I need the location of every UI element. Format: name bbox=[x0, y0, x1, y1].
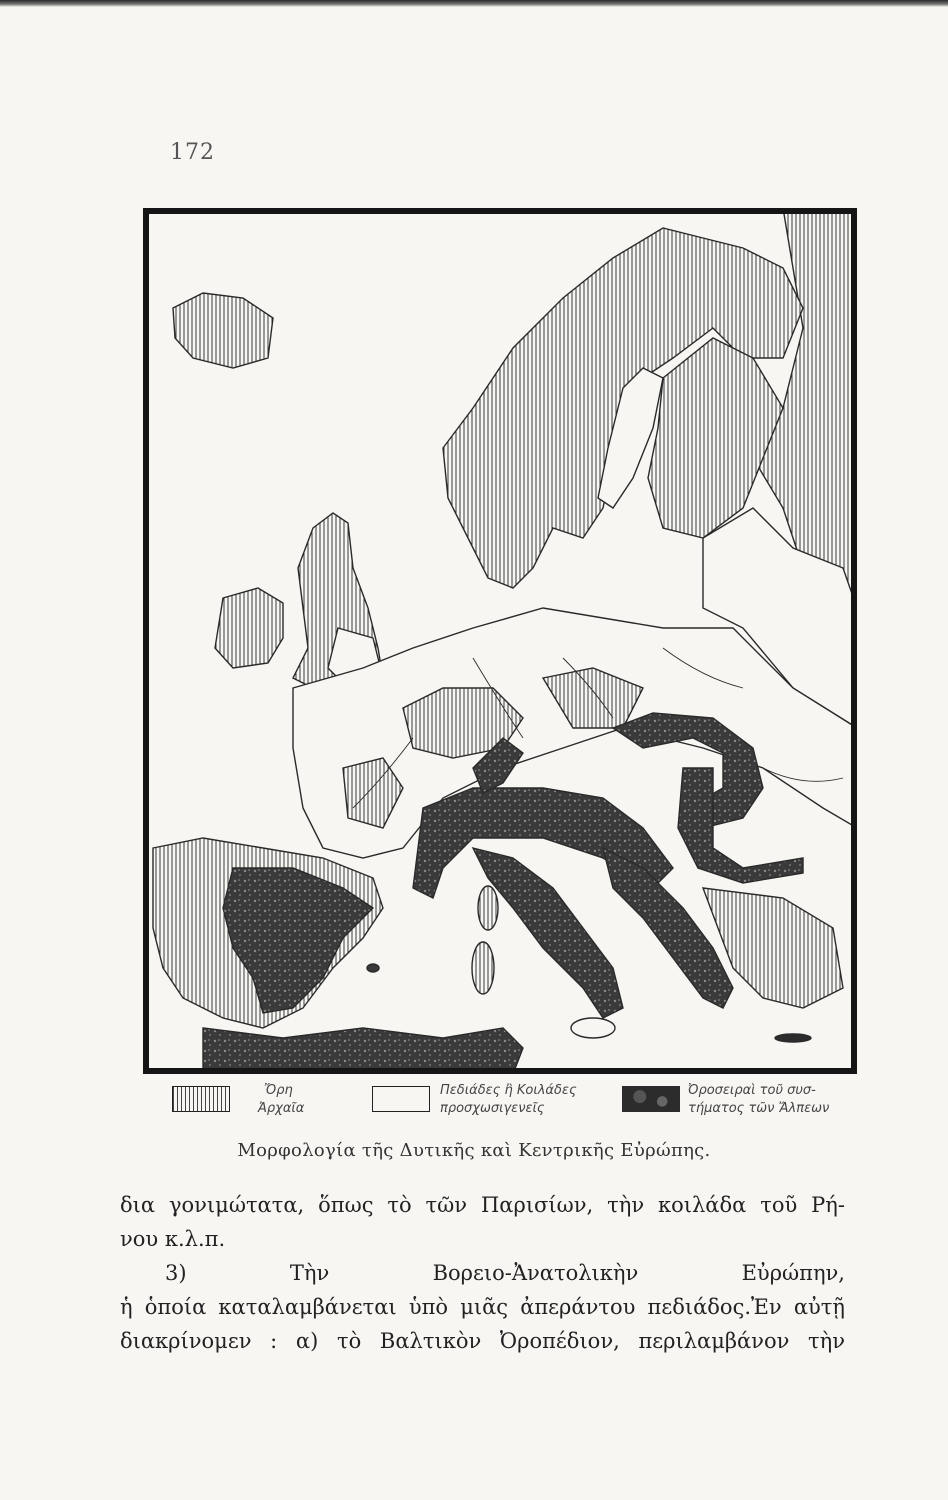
page-top-edge bbox=[0, 0, 948, 7]
legend-item-old-mountains bbox=[172, 1082, 342, 1122]
legend-item-plains bbox=[372, 1082, 602, 1122]
text-line: νου κ.λ.π. bbox=[120, 1227, 226, 1251]
text-line: διακρίνομεν : α) τὸ Βαλτικὸν Ὀροπέδιον, περιλαμβάνον τὴν bbox=[120, 1329, 845, 1353]
figure-caption: Μορφολογία τῆς Δυτικῆς καὶ Κεντρικῆς Εὐρώπης. bbox=[237, 1140, 711, 1161]
page-number: 172 bbox=[170, 140, 215, 165]
text-line: 3) Τὴν Βορειο-Ἀνατολικὴν Εὐρώπην, bbox=[165, 1261, 845, 1285]
legend-swatch-blank bbox=[372, 1086, 430, 1112]
legend-label-line1: Ὄρη bbox=[264, 1083, 293, 1098]
legend-label-line2: τήματος τῶν Ἄλπεων bbox=[688, 1101, 830, 1116]
legend-item-alpine-ranges bbox=[622, 1082, 844, 1122]
text-line: δια γονιμώτατα, ὅπως τὸ τῶν Παρισίων, τὴν κοιλάδα τοῦ Ρή- bbox=[120, 1193, 845, 1217]
legend-swatch-stipple bbox=[622, 1086, 680, 1112]
legend-label-line2: προσχωσιγενεῖς bbox=[440, 1101, 545, 1116]
legend-label-line2: Ἀρχαῖα bbox=[258, 1101, 305, 1116]
legend-label-line1: Πεδιάδες ἢ Κοιλάδες bbox=[440, 1083, 577, 1098]
body-text bbox=[120, 1188, 845, 1358]
europe-morphology-map bbox=[143, 208, 857, 1074]
legend-label-line1: Ὀροσειραὶ τοῦ συσ- bbox=[688, 1083, 816, 1098]
text-line: ἡ ὁποία καταλαμβάνεται ὑπὸ μιᾶς ἀπεράντου πεδιάδος.Ἐν αὐτῇ bbox=[120, 1295, 845, 1319]
legend-swatch-hatch bbox=[172, 1086, 230, 1112]
